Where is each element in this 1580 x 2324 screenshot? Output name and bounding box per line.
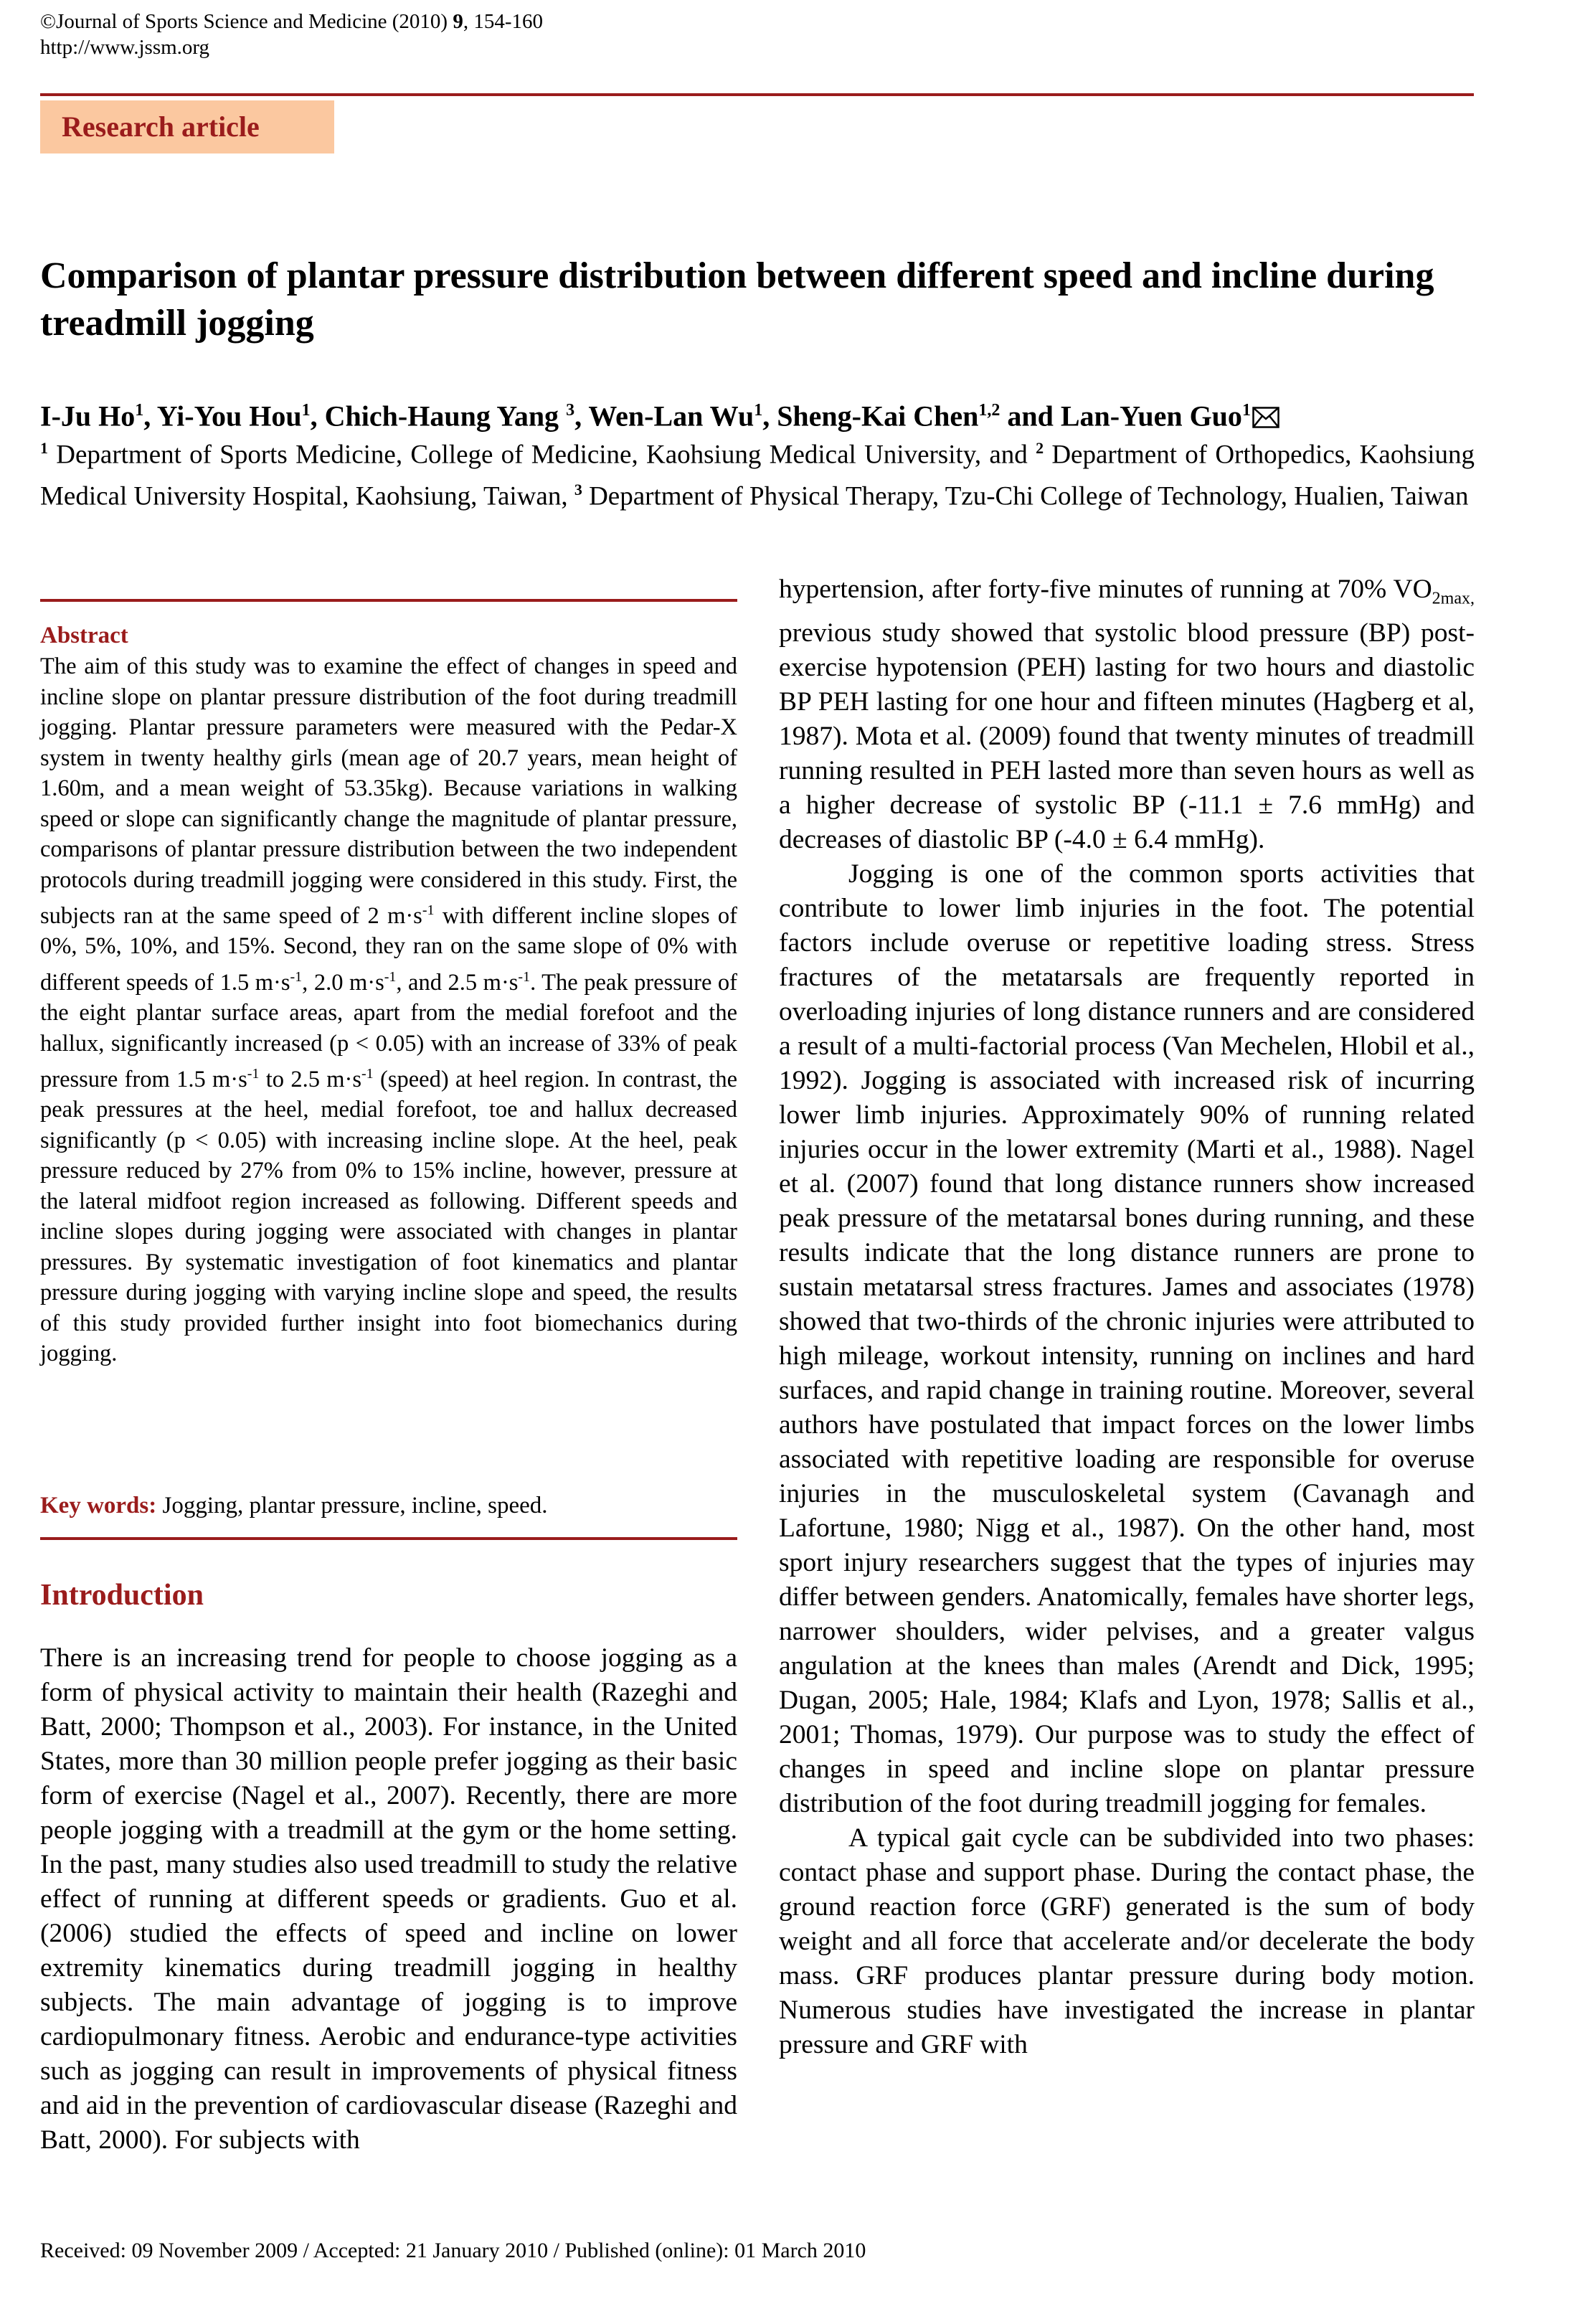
author: Chich-Haung Yang — [324, 400, 567, 433]
author-list: I-Ju Ho$^1$, Yi-You Hou$^1$, Chich-Haung Yang $^3$, Wen-Lan Wu$^1$, Sheng-Kai Chen$^{1,2}$ and Lan-Yuen Guo$^1$ — [40, 393, 1475, 436]
keywords-label: Key words: — [40, 1493, 157, 1518]
paragraph: hypertension, after forty-five minutes of running at 70% $VO_{2max,}$ previous study showed that systolic blood pressure (BP) post-exercise hypotension (PEH) lasting for two hours and diastolic BP PEH lasting for one hour and fifteen minutes (Hagberg et al, 1987). Mota et al. (2009) found that twenty minutes of treadmill running resulted in PEH lasted more than seven hours as well as a higher decrease of systolic BP (-11.1 ± 7.6 mmHg) and decreases of diastolic BP (-4.0 ± 6.4 mmHg). — [779, 575, 1475, 854]
right-column-text — [779, 572, 1475, 2062]
author: Wen-Lan Wu — [588, 400, 754, 433]
author-affil-sup: 3 — [566, 401, 575, 420]
author-affil-sup: 1 — [301, 401, 311, 420]
abstract-heading: Abstract — [40, 623, 128, 648]
keywords-text: Jogging, plantar pressure, incline, speed. — [156, 1493, 548, 1518]
paragraph: Jogging is one of the common sports activities that contribute to lower limb injuries in the foot. The potential factors include overuse or repetitive loading stress. Stress fractures of the metatarsals are frequently reported in overloading injuries of long distance runners and are considered a result of a multi-factorial process (Van Mechelen, Hlobil et al., 1992). Jogging is associated with increased risk of incurring lower limb injuries. Approximately 90% of running related injuries occur in the lower extremity (Marti et al., 1988). Nagel et al. (2007) found that long distance runners show increased peak pressure of the metatarsal bones during running, and these results indicate that the long distance runners are prone to sustain metatarsal stress fractures. James and associates (1978) showed that two-thirds of the chronic injuries were attributed to high mileage, workout intensity, running on inclines and hard surfaces, and rapid change in training routine. Moreover, several authors have postulated that impact forces on the lower limbs associated with repetitive loading are responsible for overuse injuries in the musculoskeletal system (Cavanagh and Lafortune, 1980; Nigg et al., 1987). On the other hand, most sport injury researchers suggest that the types of injuries may differ between genders. Anatomically, females have shorter legs, narrower shoulders, wider pelvises, and a greater valgus angulation at the knees than males (Arendt and Dick, 1995; Dugan, 2005; Hale, 1984; Klafs and Lyon, 1978; Sallis et al., 2001; Thomas, 1979). Our purpose was to study the effect of changes in speed and incline slope on plantar pressure distribution of the foot during treadmill jogging for females. — [779, 859, 1475, 1818]
author: Yi-You Hou — [156, 400, 302, 433]
author-affil-sup: 1 — [754, 401, 763, 420]
abstract-bottom-rule — [40, 1537, 737, 1540]
author: Lan-Yuen Guo — [1060, 400, 1242, 433]
abstract-top-rule — [40, 599, 737, 602]
introduction-heading: Introduction — [40, 1579, 204, 1612]
header-rule — [40, 93, 1474, 96]
affiliations: $^1$ Department of Sports Medicine, College of Medicine, Kaohsiung Medical University, and $^2$ Department of Orthopedics, Kaohsiung Medical University Hospital, Kaohsiung, Taiwan, $^3$ Department of Physical Therapy, Tzu-Chi College of Technology, Hualien, Taiwan — [40, 439, 1475, 511]
article-type-label: Research article — [40, 100, 334, 153]
author: I-Ju Ho — [40, 400, 136, 433]
author-affil-sup: 1 — [1241, 401, 1251, 420]
introduction-text: There is an increasing trend for people to choose jogging as a form of physical activity to maintain their health (Razeghi and Batt, 2000; Thompson et al., 2003). For instance, in the United States, more than 30 million people prefer jogging as their basic form of exercise (Nagel et al., 2007). Recently, there are more people jogging with a treadmill at the gym or the home setting. In the past, many studies also used treadmill to study the relative effect of running at different speeds or gradients. Guo et al. (2006) studied the effects of speed and incline on lower extremity kinematics during treadmill jogging in healthy subjects. The main advantage of jogging is to improve cardiopulmonary fitness. Aerobic and endurance-type activities such as jogging can result in improvements of physical fitness and aid in the prevention of cardiovascular disease (Razeghi and Batt, 2000). For subjects with — [40, 1643, 737, 2155]
author-affil-sup: 1 — [135, 401, 144, 420]
keywords — [40, 1490, 737, 1521]
author: Sheng-Kai Chen — [777, 400, 979, 433]
author-affil-sup: 1,2 — [978, 401, 1000, 420]
paper-title: Comparison of plantar pressure distribution between different speed and incline during treadmill jogging — [40, 255, 1434, 344]
publication-dates: Received: 09 November 2009 / Accepted: 21 January 2010 / Published (online): 01 March 2010 — [40, 2239, 866, 2262]
abstract-text: The aim of this study was to examine the effect of changes in speed and incline slope on plantar pressure distribution of the foot during treadmill jogging. Plantar pressure parameters were measured with the Pedar-X system in twenty healthy girls (mean age of 20.7 years, mean height of 1.60m, and a mean weight of 53.35kg). Because variations in walking speed or slope can significantly change the magnitude of plantar pressure, comparisons of plantar pressure distribution between the two independent protocols during treadmill jogging were considered in this study. First, the subjects ran at the same speed of 2 $m\cdot s^{-1}$ with different incline slopes of 0%, 5%, 10%, and 15%. Second, they ran on the same slope of 0% with different speeds of 1.5 $m\cdot s^{-1}$, 2.0 $m\cdot s^{-1}$, and 2.5 $m\cdot s^{-1}$. The peak pressure of the eight plantar surface areas, apart from the medial forefoot and the hallux, significantly increased (p < 0.05) with an increase of 33% of peak pressure from 1.5 $m\cdot s^{-1}$ to 2.5 $m\cdot s^{-1}$ (speed) at heel region. In contrast, the peak pressures at the heel, medial forefoot, toe and hallux decreased significantly (p < 0.05) with increasing incline slope. At the heel, peak pressure reduced by 27% from 0% to 15% incline, however, pressure at the lateral midfoot region increased as following. Different speeds and incline slopes during jogging were associated with changes in plantar pressures. By systematic investigation of foot kinematics and plantar pressure during jogging with varying incline slope and speed, the results of this study provided further insight into foot biomechanics during jogging. — [40, 653, 737, 1367]
journal-citation: ©Journal of Sports Science and Medicine (2010) 9, 154-160 — [40, 10, 543, 33]
journal-url[interactable]: http://www.jssm.org — [40, 36, 210, 59]
paragraph: A typical gait cycle can be subdivided into two phases: contact phase and support phase. During the contact phase, the ground reaction force (GRF) generated is the sum of body weight and all force that accelerate and/or decelerate the body mass. GRF produces plantar pressure during body motion. Numerous studies have investigated the increase in plantar pressure and GRF with — [779, 1823, 1475, 2059]
